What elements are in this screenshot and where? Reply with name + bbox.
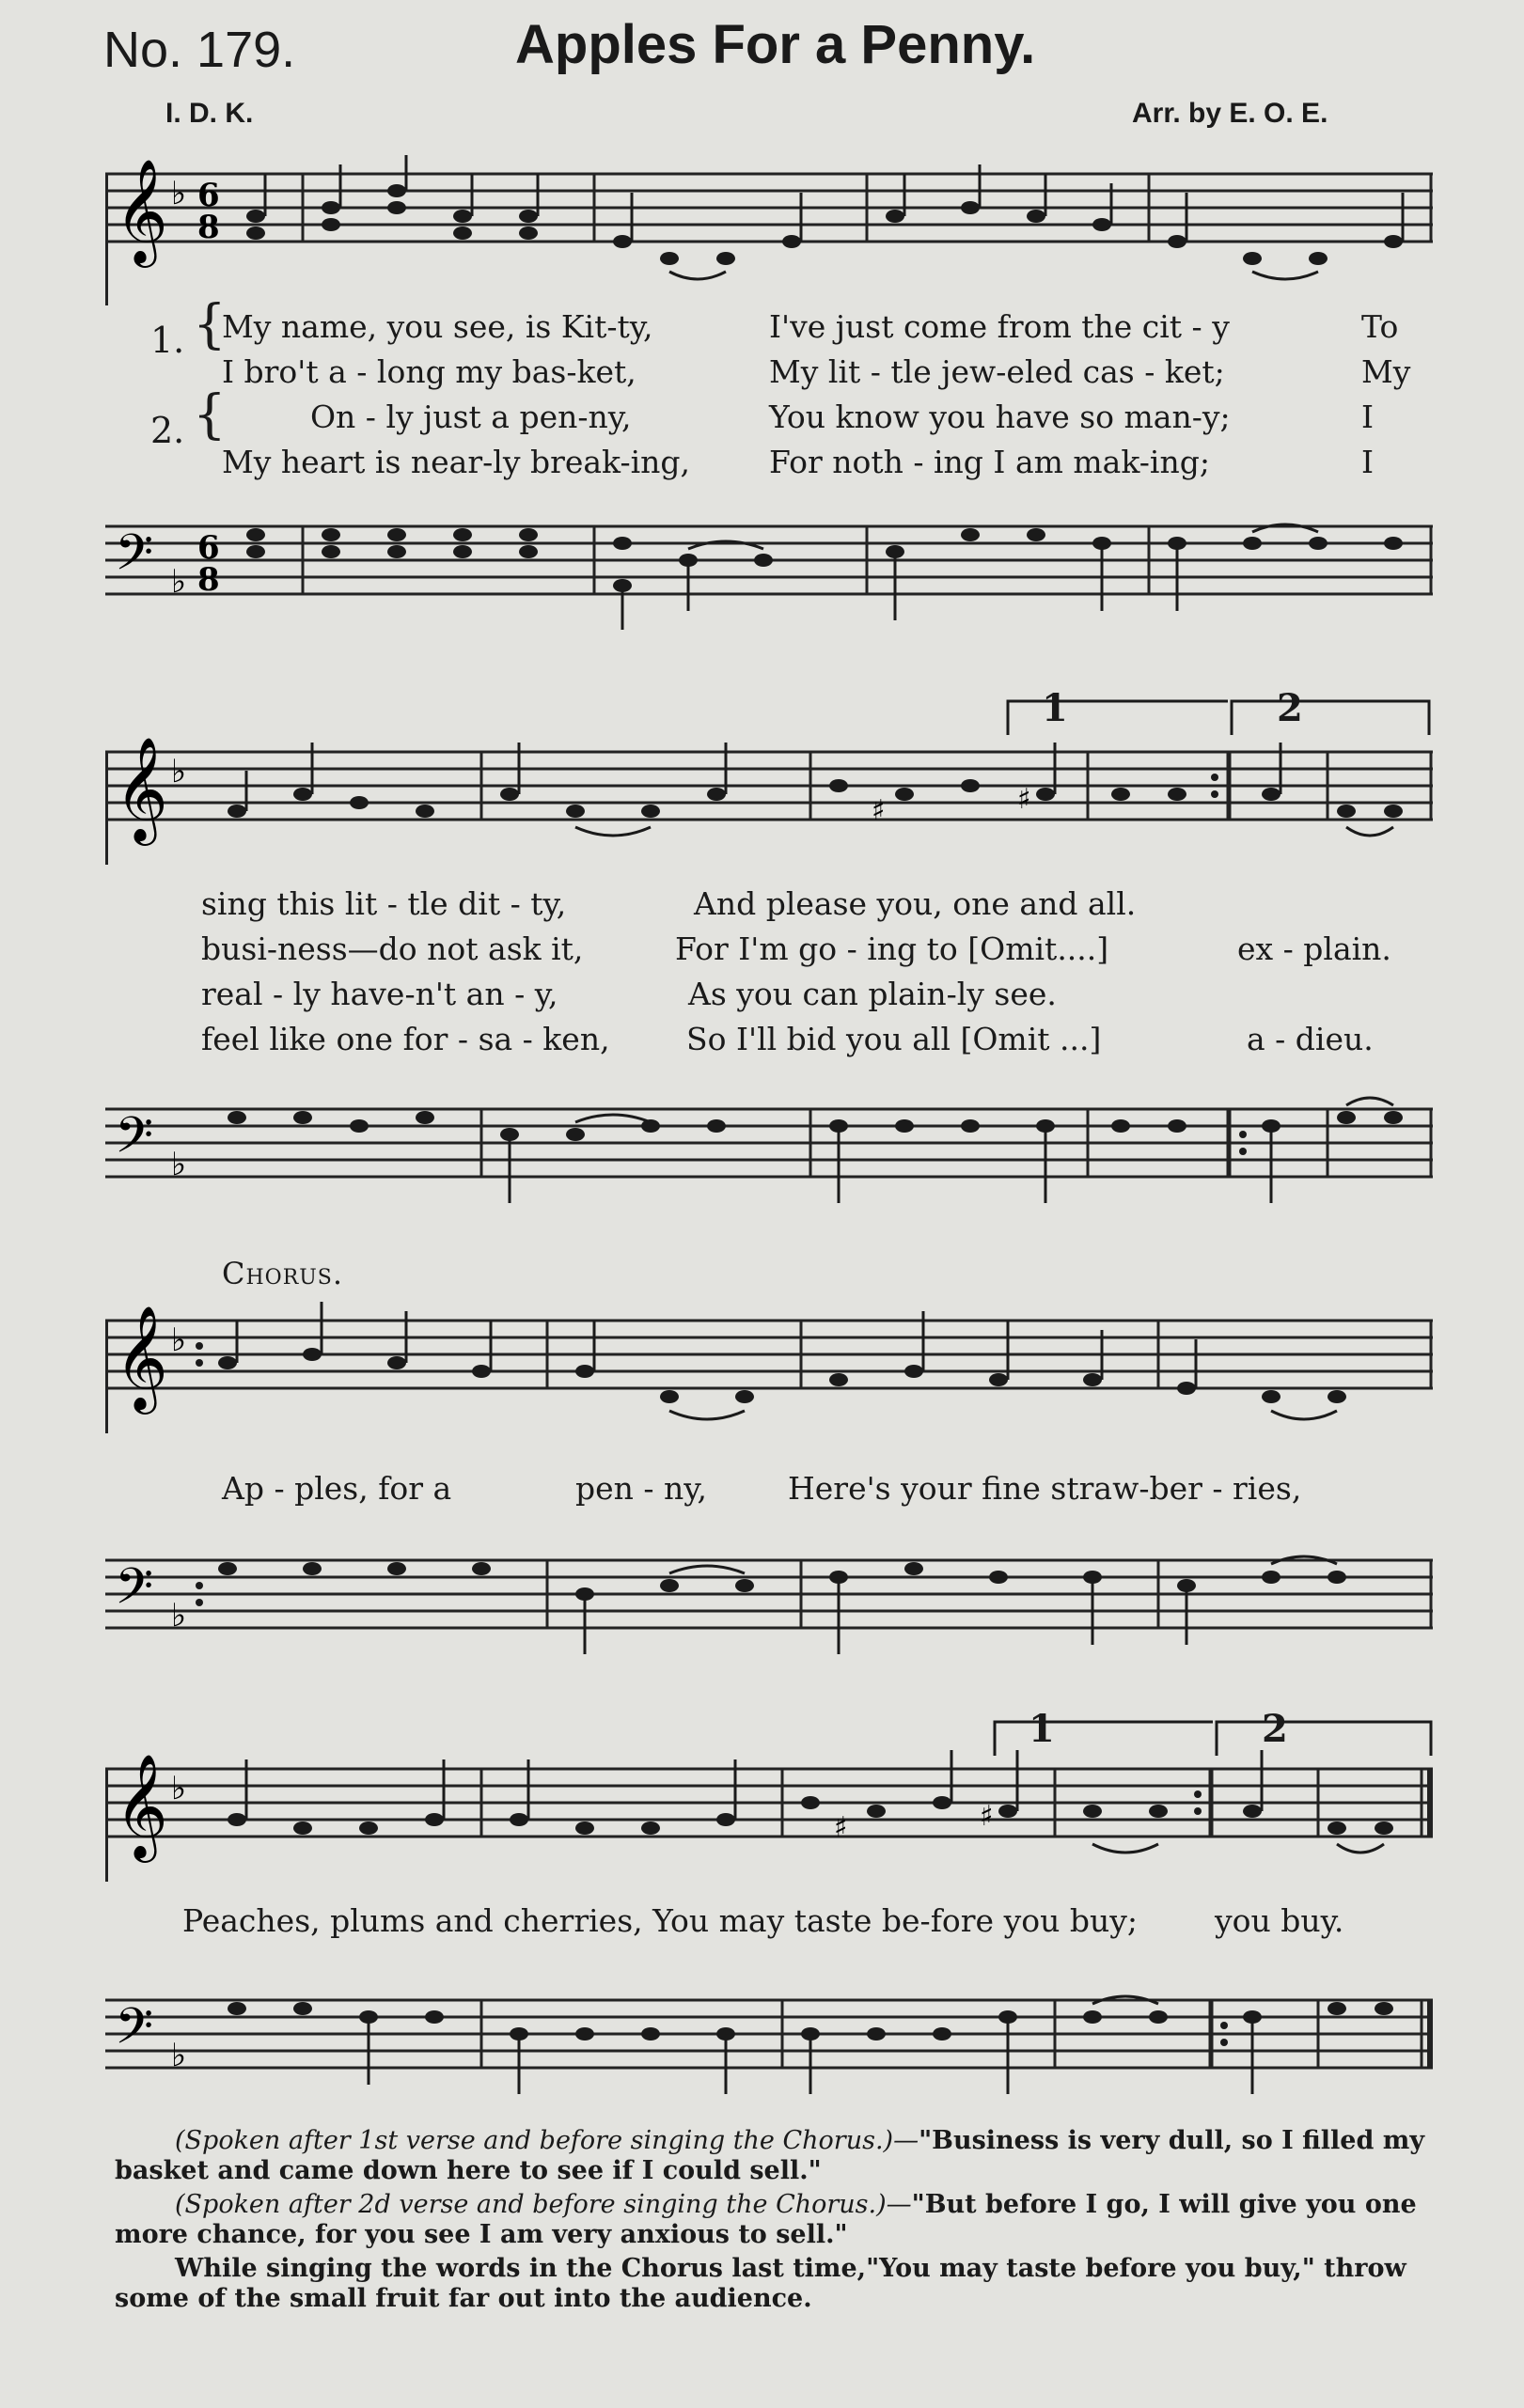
svg-text:𝄞: 𝄞: [115, 1305, 168, 1410]
chorus-line1-part2: pen - ny,: [575, 1470, 708, 1507]
verse1-line2-part3: My: [1361, 353, 1411, 390]
svg-text:♭: ♭: [171, 2037, 187, 2074]
verse1-line2-cont-part2: For I'm go - ing to [Omit....]: [675, 930, 1109, 967]
system2-bass-staff: [105, 1090, 1433, 1222]
verse-number-2: 2.: [150, 410, 185, 451]
verse1-line2-cont-part3: ex - plain.: [1237, 930, 1391, 967]
svg-text:♯: ♯: [872, 794, 886, 827]
spoken-note-1-text: "Business is very dull, so I filled my basket and came down here to see if I could sell.": [115, 2126, 1425, 2185]
svg-text:♭: ♭: [171, 175, 187, 212]
svg-text:𝄞: 𝄞: [115, 158, 168, 263]
song-title: Apples For a Penny.: [515, 14, 1036, 75]
verse2-line1-part2: You know you have so man-y;: [769, 399, 1231, 435]
verse2-line1-cont-part1: real - ly have-n't an - y,: [201, 976, 558, 1012]
system4-ending-1: 1: [1029, 1707, 1055, 1751]
verse2-line2-cont-part1: feel like one for - sa - ken,: [201, 1021, 610, 1057]
verse1-line2-part1: I bro't a - long my bas-ket,: [222, 353, 636, 390]
system2-treble-staff: [105, 733, 1433, 865]
verse1-line1-cont-part1: sing this lit - tle dit - ty,: [201, 885, 567, 922]
system4-ending-2: 2: [1262, 1707, 1288, 1751]
verse2-line1-part3: I: [1361, 399, 1375, 435]
verse2-line2-cont-part2: So I'll bid you all [Omit ...]: [686, 1021, 1102, 1057]
stage-direction-note: [115, 2254, 1431, 2314]
system4-bass-staff: [105, 1981, 1433, 2113]
spoken-note-2-text: "But before I go, I will give you one more chance, for you see I am very anxious to sell.": [115, 2190, 1417, 2249]
system2-ending-2: 2: [1277, 686, 1303, 730]
verse2-line1-cont-part2: As you can plain-ly see.: [688, 976, 1057, 1012]
system3-treble-staff: [105, 1302, 1433, 1433]
verse1-line1-part3: To: [1361, 308, 1399, 345]
verse2-line2-part3: I: [1361, 444, 1375, 480]
svg-text:8: 8: [197, 561, 220, 599]
svg-text:♭: ♭: [171, 1597, 187, 1634]
stage-direction-intro: While singing the words in the Chorus last time,: [175, 2254, 867, 2283]
verse2-line2-part1: My heart is near-ly break-ing,: [222, 444, 691, 480]
svg-text:𝄞: 𝄞: [115, 1753, 168, 1858]
arranger-credit: Arr. by E. O. E.: [1132, 98, 1328, 129]
svg-text:𝄢: 𝄢: [115, 1107, 154, 1177]
chorus-line2-part2: you buy.: [1215, 1902, 1344, 1939]
svg-text:6: 6: [197, 177, 220, 214]
verse-number-1: 1.: [150, 320, 185, 361]
svg-text:𝄢: 𝄢: [115, 1998, 154, 2068]
verse2-line1-part1: On - ly just a pen-ny,: [310, 399, 632, 435]
stage-direction-text: "You may taste before you buy," throw some of the small fruit far out into the audience.: [115, 2254, 1406, 2313]
svg-text:6: 6: [197, 529, 220, 567]
system2-volta-brackets: [1006, 697, 1431, 735]
svg-text:𝄢: 𝄢: [115, 524, 154, 594]
svg-text:♭: ♭: [171, 1321, 187, 1359]
spoken-note-2-intro: (Spoken after 2d verse and before singing the Chorus.)—: [175, 2190, 912, 2219]
chorus-label: Chorus.: [222, 1256, 344, 1291]
system3-bass-staff: [105, 1541, 1433, 1673]
verse1-line1-part1: My name, you see, is Kit-ty,: [222, 308, 653, 345]
svg-text:♯: ♯: [834, 1811, 848, 1844]
spoken-note-1: [115, 2126, 1431, 2186]
verse1-line2-cont-part1: busi-ness—do not ask it,: [201, 930, 584, 967]
verse-brace-2: {: [193, 384, 227, 446]
svg-text:♭: ♭: [171, 753, 187, 790]
verse1-line2-part2: My lit - tle jew-eled cas - ket;: [769, 353, 1225, 390]
svg-text:8: 8: [197, 209, 220, 246]
verse1-line1-cont-part2: And please you, one and all.: [694, 885, 1137, 922]
svg-text:♭: ♭: [171, 1146, 187, 1183]
svg-text:♯: ♯: [980, 1800, 994, 1833]
verse2-line2-cont-part3: a - dieu.: [1247, 1021, 1374, 1057]
system2-ending-1: 1: [1042, 686, 1068, 730]
svg-text:♯: ♯: [1017, 783, 1031, 816]
verse-brace-1: {: [193, 294, 227, 355]
verse1-line1-part2: I've just come from the cit - y: [769, 308, 1230, 345]
chorus-line2-part1: Peaches, plums and cherries, You may taste be-fore you buy;: [182, 1902, 1138, 1939]
svg-text:♭: ♭: [171, 563, 187, 601]
system4-treble-staff: [105, 1750, 1433, 1882]
hymn-number: No. 179.: [103, 22, 296, 78]
chorus-line1-part1: Ap - ples, for a: [222, 1470, 452, 1507]
svg-text:𝄞: 𝄞: [115, 736, 168, 841]
svg-text:♭: ♭: [171, 1770, 187, 1807]
verse2-line2-part2: For noth - ing I am mak-ing;: [769, 444, 1210, 480]
author-credit: I. D. K.: [165, 98, 254, 129]
spoken-note-1-intro: (Spoken after 1st verse and before singing the Chorus.)—: [175, 2126, 919, 2155]
system1-treble-staff: [105, 155, 1433, 305]
spoken-note-2: [115, 2190, 1431, 2250]
svg-text:𝄢: 𝄢: [115, 1558, 154, 1628]
system1-bass-staff: [105, 508, 1433, 639]
chorus-line1-part3: Here's your fine straw-ber - ries,: [788, 1470, 1302, 1507]
performance-notes: [115, 2126, 1431, 2318]
